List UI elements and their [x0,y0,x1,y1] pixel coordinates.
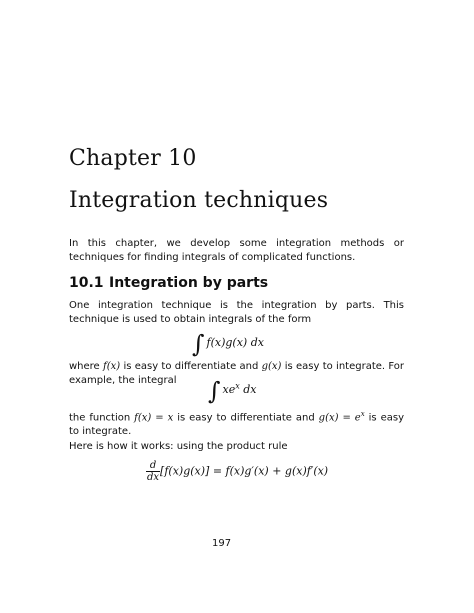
equation-integral-xex-base: xe [222,383,236,396]
paragraph-where-text-2: is easy to differentiate and [120,361,262,372]
paragraph-where-text-3: is easy to integrate. For example, the integral [69,361,404,386]
equation-integral-xex [208,377,257,405]
math-exponent-x: x [360,410,365,418]
derivative-numerator: d [146,460,160,472]
paragraph-the-function-text-3: is easy to integrate. [69,412,404,438]
equation-integral-xex-dx: dx [239,383,257,396]
paragraph-the-function-text-1: the function [69,412,135,424]
math-gx-equals-ex: g(x) = e [318,412,361,424]
chapter-intro-paragraph: In this chapter, we develop some integration methods or techniques for finding integrals of complicated functions. [69,238,404,263]
section-number: 10.1 [69,275,104,291]
derivative-fraction [146,460,160,483]
math-fx-equals-x: f(x) = x [134,412,174,424]
math-gx: g(x) [261,361,282,372]
integral-sign: ∫ [192,330,205,358]
equation-integral-fg-expression: f(x)g(x) dx [206,336,264,349]
derivative-denominator: dx [147,472,160,483]
page-number: 197 [212,538,232,549]
section-title: Integration by parts [109,275,269,291]
math-fx: f(x) [103,361,121,372]
chapter-title: Integration techniques [69,188,329,213]
equation-product-rule-body: [f(x)g(x)] = f(x)g′(x) + g(x)f′(x) [160,464,329,478]
paragraph-where-text-1: where [69,361,104,372]
paragraph-the-function-text-2: is easy to differentiate and [173,412,319,424]
equation-integral-xex-exponent: x [235,381,240,391]
equation-integral-fg [192,330,264,358]
integral-sign: ∫ [208,377,221,405]
paragraph-product-rule: Here is how it works: using the product rule [69,441,288,452]
paragraph-the-function [69,407,404,439]
equation-product-rule [146,460,328,483]
section-heading [69,275,268,291]
chapter-label: Chapter 10 [69,146,197,171]
paragraph-integration-by-parts: One integration technique is the integration by parts. This technique is used to obtain integrals of the form [69,300,404,325]
